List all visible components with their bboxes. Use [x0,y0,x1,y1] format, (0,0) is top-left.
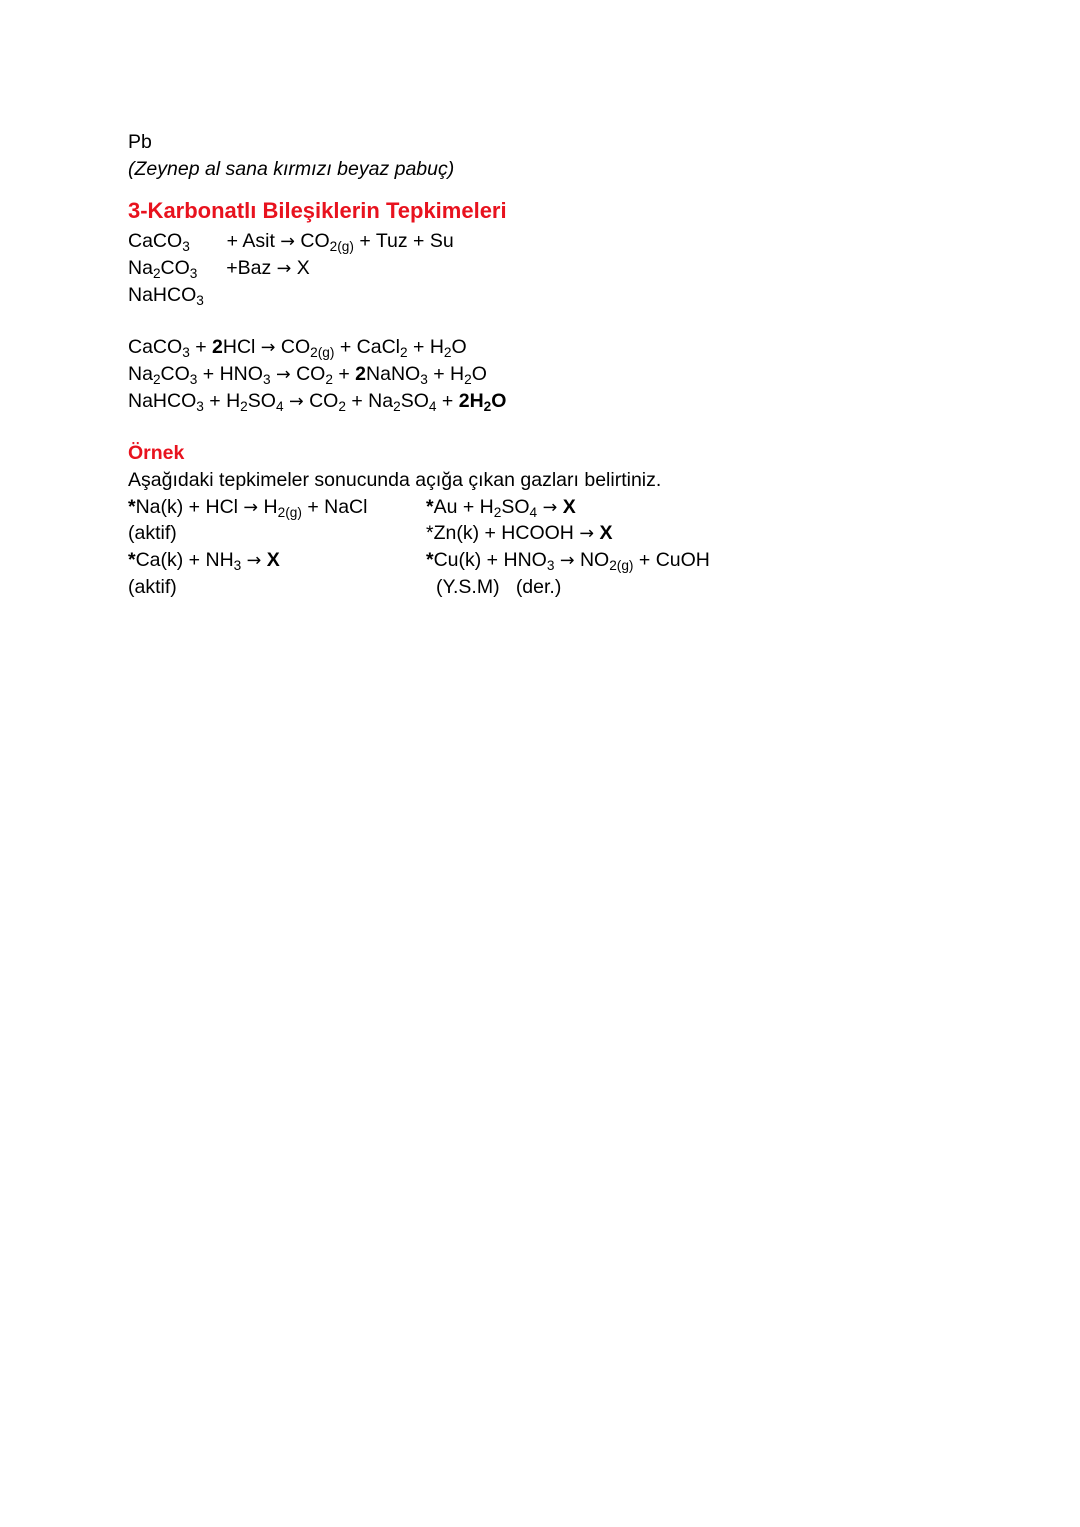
arrow-icon: → [559,551,575,571]
formula-na2co3: $Na_2CO_3$ [128,257,198,282]
formula-nahco3: NaHCO$_3$ [128,284,204,309]
left-reaction-na: *Na(k) + HCl → $H_{2(g)}$ + NaCl [128,496,368,521]
arrow-icon: → [246,551,262,571]
right-reaction-au: $*Au + H_2SO_4 \to X$ [426,496,576,521]
question-text: Aşağıdaki tepkimeler sonucunda açığa çıkan gazları belirtiniz. [128,469,662,491]
arrow-icon: → [280,232,295,252]
right-reaction-cu: $*Cu(k) + HNO_3 \to NO_{2(g)}$ + CuOH [426,549,710,574]
mnemonic-line: (Zeynep al sana kırmızı beyaz pabuç) [128,158,455,180]
left-note-1: (aktif) [128,522,177,544]
arrow-icon: → [276,259,292,279]
arrow-icon: → [243,498,259,518]
arrow-icon: → [542,498,558,518]
left-note-2: (aktif) [128,576,177,598]
arrow-icon: → [275,365,291,385]
general-base-reaction: $Na_2CO_3 +Baz \to X$ [128,257,310,282]
arrow-icon: → [260,338,276,358]
right-reaction-zn: *Zn(k) + HCOOH → X [426,522,613,544]
equation-caco3-hcl: CaCO$_3$ + $2HCl \to CO_{2(g)}$ + CaCl$_2$ + $H_2O$ [128,336,467,361]
left-reaction-ca: $*Ca(k) + NH_3 \to X$ [128,549,280,574]
right-note: (Y.S.M) (der.) [436,576,562,598]
formula-caco3: CaCO$_3$ [128,230,190,255]
general-acid-reaction: CaCO$_3$ + Asit → $CO_{2(g)}$ + Tuz + Su [128,230,454,255]
arrow-icon: → [288,392,304,412]
equation-nahco3-h2so4: NaHCO$_3$ + $H_2SO_4 \to CO_2 + Na_2SO_4 + 2H_2O$ [128,390,507,415]
equation-na2co3-hno3: $Na_2CO_3 + HNO_3 \to CO_2$ + 2NaNO$_3$ + $H_2O$ [128,363,487,388]
section-title: 3-Karbonatlı Bileşiklerin Tepkimeleri [128,198,507,223]
lead-symbol: Pb [128,131,152,153]
arrow-icon: → [579,524,595,544]
ornek-title: Örnek [128,442,185,464]
